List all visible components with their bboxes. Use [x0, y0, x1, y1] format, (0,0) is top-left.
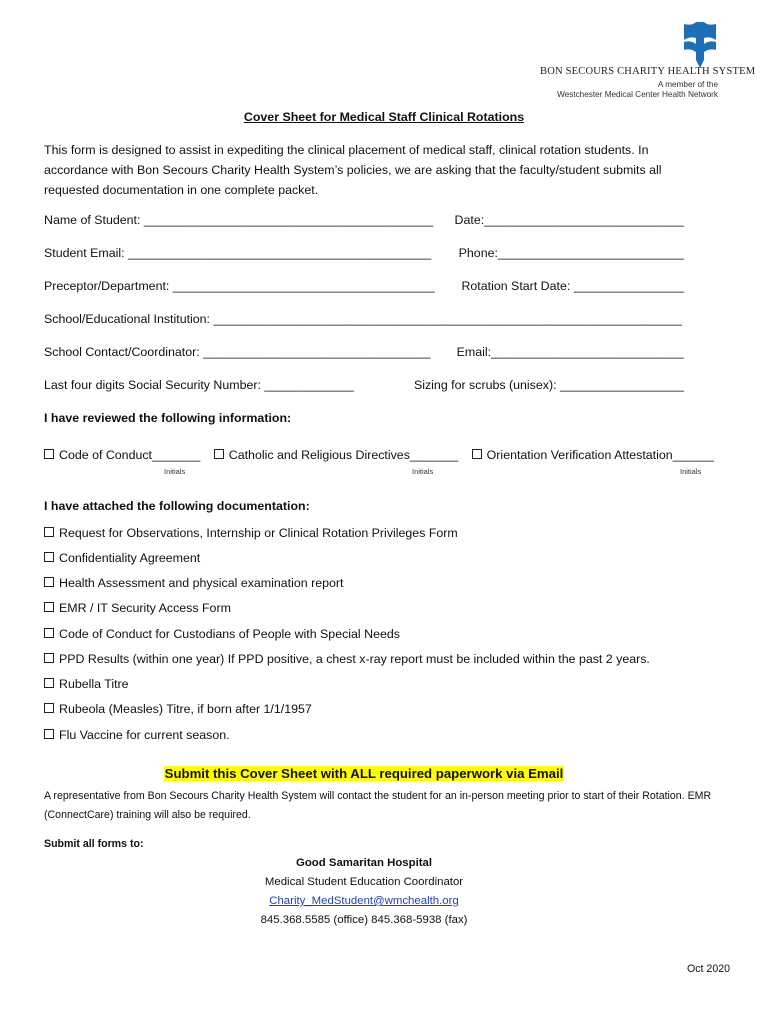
submit-banner: [44, 766, 684, 781]
checkbox-icon: [44, 602, 54, 612]
checkbox-label: Orientation Verification Attestation______: [486, 448, 714, 462]
reviewed-heading: I have reviewed the following information:: [44, 411, 292, 425]
field-student-email[interactable]: [44, 246, 684, 260]
field-ssn-scrubs[interactable]: [44, 378, 684, 392]
checkbox-icon: [44, 449, 54, 459]
checkbox-catholic-directives[interactable]: [214, 448, 458, 462]
checkbox-label: EMR / IT Security Access Form: [59, 601, 231, 615]
tagline-line-2: Westchester Medical Center Health Network: [557, 90, 718, 99]
tagline-line-1: A member of the: [657, 80, 718, 89]
checkbox-code-of-conduct[interactable]: [44, 448, 200, 462]
checkbox-health-assessment[interactable]: [44, 576, 343, 590]
checkbox-label: Flu Vaccine for current season.: [59, 728, 230, 742]
field-label-scrubs: Sizing for scrubs (unisex): __________________: [413, 378, 684, 392]
field-name-of-student[interactable]: [44, 213, 684, 227]
field-school-institution[interactable]: [44, 312, 684, 326]
initials-label: Initials: [412, 467, 434, 476]
checkbox-icon: [44, 527, 54, 537]
checkbox-label: Code of Conduct for Custodians of People with Special Needs: [59, 627, 400, 641]
field-label-date: Date:_____________________________: [454, 213, 684, 227]
field-label-ssn: Last four digits Social Security Number: _____________: [44, 378, 354, 392]
field-label-email: Student Email: ____________________________________________: [44, 246, 432, 260]
checkbox-ppd-results[interactable]: [44, 652, 650, 666]
contact-role: Medical Student Education Coordinator: [264, 876, 464, 888]
field-school-contact[interactable]: [44, 345, 684, 359]
checkbox-code-custodians[interactable]: [44, 627, 400, 641]
checkbox-icon: [44, 729, 54, 739]
contact-email-link[interactable]: Charity_MedStudent@wmchealth.org: [269, 895, 459, 907]
organization-tagline: [548, 80, 718, 100]
revision-date: Oct 2020: [687, 963, 730, 975]
checkbox-rubella[interactable]: [44, 677, 129, 691]
checkbox-label: Confidentiality Agreement: [59, 551, 201, 565]
organization-name: BON SECOURS CHARITY HEALTH SYSTEM: [540, 66, 756, 77]
field-label-rotation-start: Rotation Start Date: ________________: [461, 279, 684, 293]
checkbox-label: Rubeola (Measles) Titre, if born after 1/1/1957: [59, 702, 312, 716]
contact-phones: 845.368.5585 (office) 845.368-5938 (fax): [260, 914, 468, 926]
submit-to-label: Submit all forms to:: [44, 838, 144, 850]
intro-paragraph: This form is designed to assist in expediting the clinical placement of medical staff, clinical rotation students. In accordance with Bon Secours Charity Health System’s policies, we are asking that the faculty/student submits all requested documentation in one complete packet.: [44, 143, 662, 197]
attached-heading: I have attached the following documentation:: [44, 499, 310, 513]
checkbox-flu-vaccine[interactable]: [44, 728, 230, 742]
field-label-contact-email: Email:____________________________: [456, 345, 684, 359]
checkbox-emr-security[interactable]: [44, 601, 231, 615]
checkbox-icon: [214, 449, 224, 459]
representative-note: A representative from Bon Secours Charity Health System will contact the student for an in-person meeting prior to start of their Rotation. EMR (ConnectCare) training will also be required.: [44, 790, 712, 821]
checkbox-label: PPD Results (within one year) If PPD positive, a chest x-ray report must be included within the past 2 years.: [59, 652, 650, 666]
page-title: Cover Sheet for Medical Staff Clinical Rotations: [243, 110, 525, 124]
checkbox-icon: [44, 552, 54, 562]
checkbox-orientation-attestation[interactable]: [472, 448, 714, 462]
checkbox-icon: [44, 703, 54, 713]
checkbox-label: Code of Conduct_______: [59, 448, 201, 462]
checkbox-privileges-form[interactable]: [44, 526, 458, 540]
contact-block: [44, 854, 684, 930]
checkbox-label: Catholic and Religious Directives_______: [228, 448, 459, 462]
checkbox-label: Health Assessment and physical examination report: [59, 576, 344, 590]
checkbox-label: Rubella Titre: [59, 677, 129, 691]
field-label-institution: School/Educational Institution: ____________________________________________________________________: [44, 312, 683, 326]
field-preceptor[interactable]: [44, 279, 684, 293]
submit-banner-text: Submit this Cover Sheet with ALL required paperwork via Email: [164, 766, 564, 781]
reviewed-checklist: [44, 448, 714, 462]
initials-label: Initials: [164, 467, 186, 476]
checkbox-icon: [44, 628, 54, 638]
checkbox-icon: [44, 678, 54, 688]
checkbox-rubeola[interactable]: [44, 702, 312, 716]
field-label-phone: Phone:___________________________: [458, 246, 684, 260]
checkbox-label: Request for Observations, Internship or Clinical Rotation Privileges Form: [59, 526, 458, 540]
checkbox-icon: [44, 653, 54, 663]
field-label-name: Name of Student: __________________________________________: [44, 213, 434, 227]
hospital-name: Good Samaritan Hospital: [295, 857, 433, 869]
checkbox-icon: [472, 449, 482, 459]
organization-logo: [540, 20, 756, 104]
checkbox-icon: [44, 577, 54, 587]
field-label-contact: School Contact/Coordinator: _________________________________: [44, 345, 431, 359]
checkbox-confidentiality[interactable]: [44, 551, 200, 565]
initials-label: Initials: [680, 467, 702, 476]
field-label-preceptor: Preceptor/Department: ______________________________________: [44, 279, 435, 293]
cross-logo-icon: [682, 20, 718, 68]
